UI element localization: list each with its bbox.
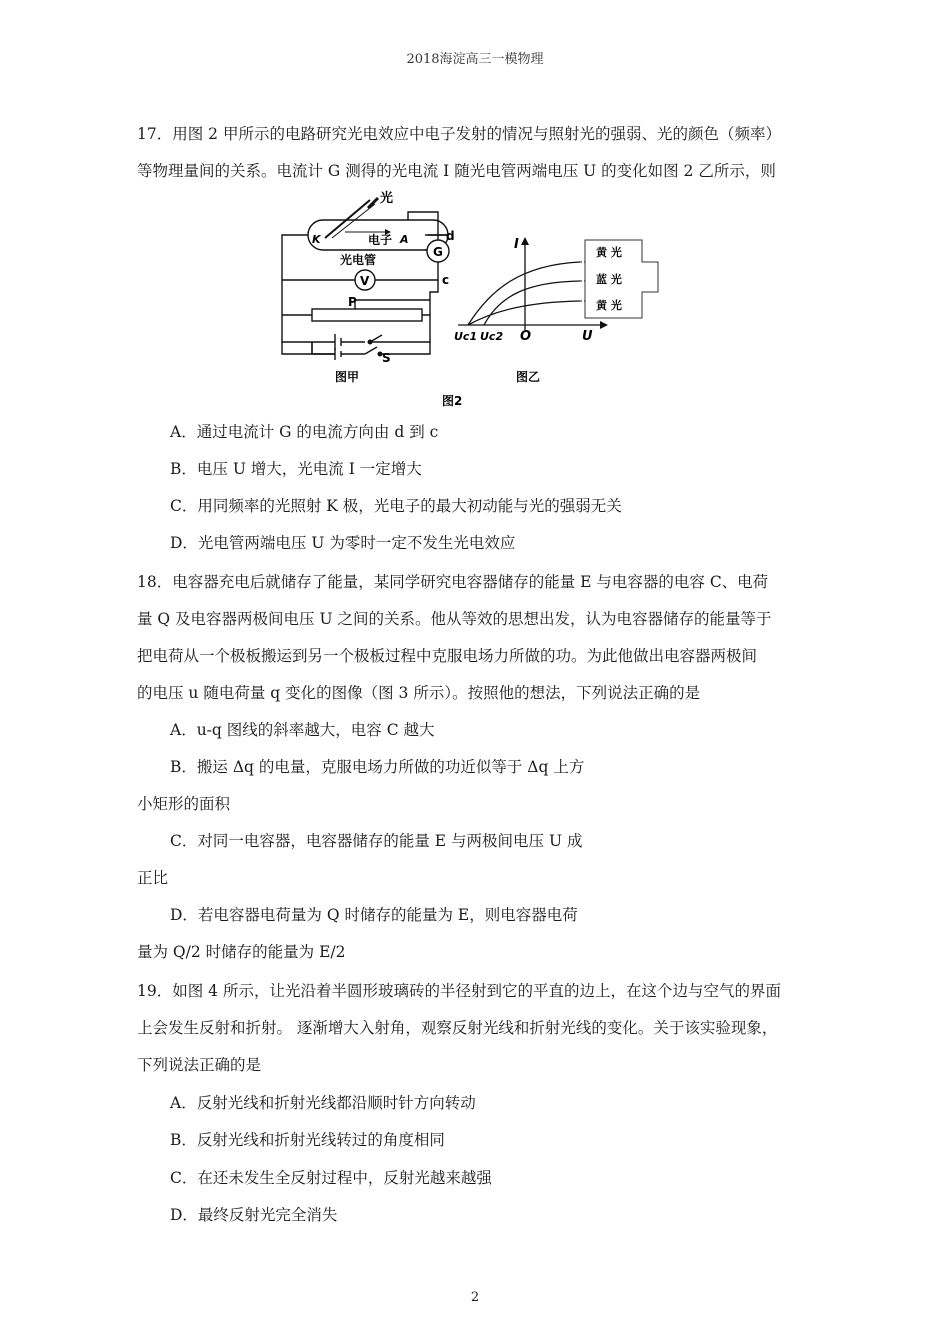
label-c: c — [442, 273, 450, 287]
q18-option-a: A．u-q 图线的斜率越大，电容 C 越大 — [170, 721, 435, 739]
q19-stem-line3: 下列说法正确的是 — [137, 1056, 262, 1074]
caption-jia: 图甲 — [335, 370, 360, 384]
axis-label-U: U — [582, 329, 593, 344]
label-tube: 光电管 — [340, 253, 377, 267]
rheostat — [312, 309, 422, 321]
page-header: 2018海淀高三一模物理 — [406, 52, 544, 67]
q18-option-c-line1: C．对同一电容器，电容器储存的能量 E 与两极间电压 U 成 — [170, 832, 583, 850]
label-P: P — [348, 295, 357, 309]
q18-stem-line2: 量 Q 及电容器两极间电压 U 之间的关系。他从等效的思想出发，认为电容器储存的能量等于 — [137, 610, 772, 628]
legend-item-3: 黄 光 — [596, 299, 622, 312]
legend-item-2: 蓝 光 — [596, 273, 622, 286]
q18-stem-line3: 把电荷从一个极板搬运到另一个极板过程中克服电场力所做的功。为此他做出电容器两极间 — [137, 647, 758, 665]
q19-option-d: D．最终反射光完全消失 — [170, 1206, 338, 1224]
q18-stem-line4: 的电压 u 随电荷量 q 变化的图像（图 3 所示）。按照他的想法，下列说法正确的是 — [137, 684, 701, 702]
q18-option-b-line1: B．搬运 Δq 的电量，克服电场力所做的功近似等于 Δq 上方 — [170, 758, 585, 776]
label-d: d — [446, 229, 455, 243]
label-A: A — [400, 233, 409, 246]
figure-2-svg — [270, 190, 680, 410]
caption-yi: 图乙 — [516, 370, 541, 384]
q17-option-a: A．通过电流计 G 的电流方向由 d 到 c — [170, 423, 439, 441]
axis-label-I: I — [514, 237, 519, 252]
q19-option-c: C．在还未发生全反射过程中，反射光越来越强 — [170, 1169, 492, 1187]
q18-option-d-line2: 量为 Q/2 时储存的能量为 E/2 — [137, 943, 346, 961]
q17-option-d: D．光电管两端电压 U 为零时一定不发生光电效应 — [170, 534, 516, 552]
q19-option-a: A．反射光线和折射光线都沿顺时针方向转动 — [170, 1094, 476, 1112]
q17-option-c: C．用同频率的光照射 K 极，光电子的最大初动能与光的强弱无关 — [170, 497, 622, 515]
q18-option-c-line2: 正比 — [137, 869, 169, 887]
q18-option-d-line1: D．若电容器电荷量为 Q 时储存的能量为 E，则电容器电荷 — [170, 906, 578, 924]
q18-option-b-line2: 小矩形的面积 — [137, 795, 231, 813]
axis-label-O: O — [520, 329, 532, 344]
label-G: G — [433, 245, 443, 259]
q18-stem-line1: 18．电容器充电后就储存了能量，某同学研究电容器储存的能量 E 与电容器的电容 C、电荷 — [137, 573, 769, 591]
q19-stem-line1: 19．如图 4 所示，让光沿着半圆形玻璃砖的半径射到它的平直的边上，在这个边与空气的界面 — [137, 982, 781, 1000]
label-S: S — [382, 351, 391, 365]
label-uc2: Uc2 — [480, 330, 504, 343]
q17-option-b: B．电压 U 增大，光电流 I 一定增大 — [170, 460, 422, 478]
q17-stem-line1: 17．用图 2 甲所示的电路研究光电效应中电子发射的情况与照射光的强弱、光的颜色（频率） — [137, 125, 781, 143]
label-V: V — [360, 274, 370, 288]
label-electron: 电子 — [368, 233, 393, 247]
legend-item-1: 黄 光 — [596, 246, 622, 259]
page-number: 2 — [470, 1290, 480, 1305]
q17-stem-line2: 等物理量间的关系。电流计 G 测得的光电流 I 随光电管两端电压 U 的变化如图 2 乙所示，则 — [137, 162, 776, 180]
label-light: 光 — [380, 191, 394, 206]
q19-stem-line2: 上会发生反射和折射。 逐渐增大入射角，观察反射光线和折射光线的变化。关于该实验现象， — [137, 1019, 778, 1037]
label-uc1: Uc1 — [454, 330, 478, 343]
label-K: K — [312, 233, 321, 246]
q19-option-b: B．反射光线和折射光线转过的角度相同 — [170, 1131, 445, 1149]
figure-2 — [270, 190, 680, 410]
figure-caption: 图2 — [442, 394, 463, 408]
